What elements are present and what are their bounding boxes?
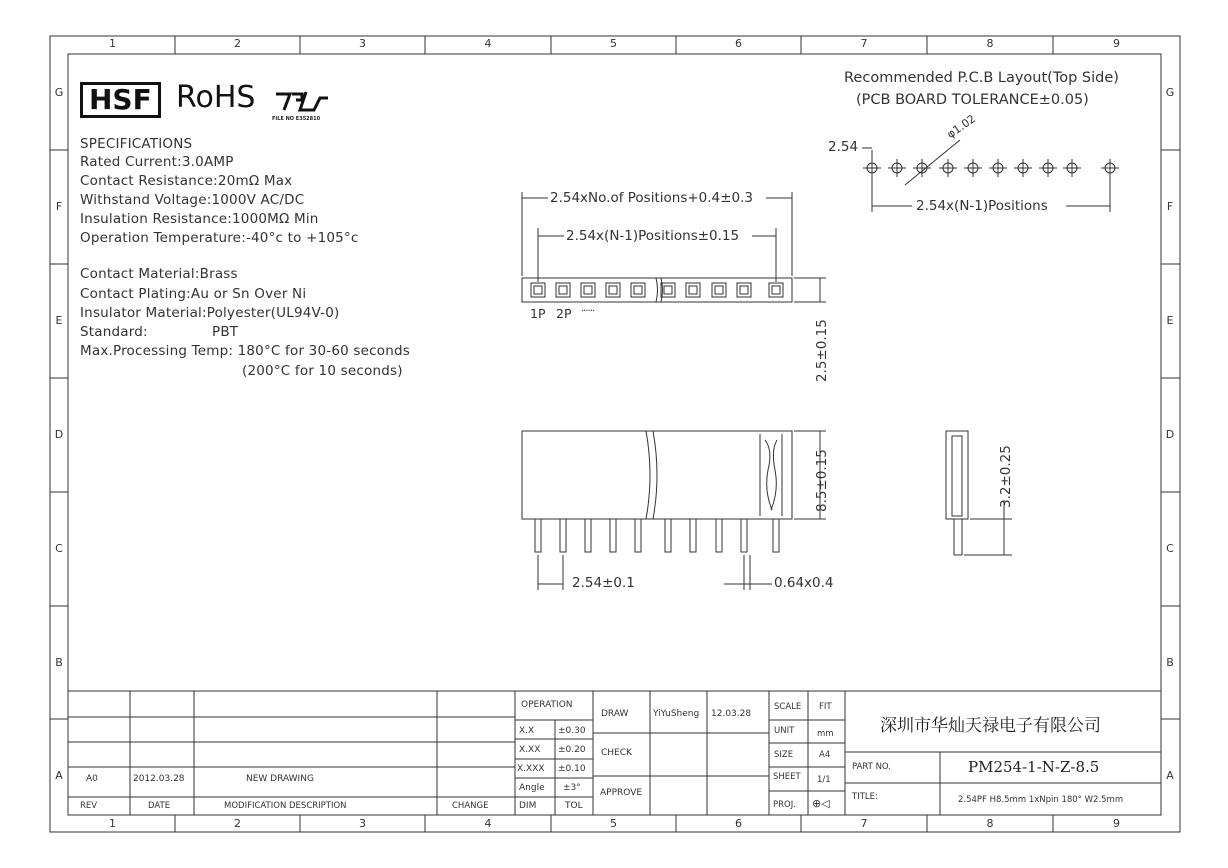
zone-col-4-top: 4 bbox=[484, 37, 492, 50]
scale-value: FIT bbox=[819, 702, 832, 712]
dim-pin1-label: 1P bbox=[530, 306, 546, 321]
dim-height: 8.5±0.15 bbox=[814, 449, 830, 512]
header-rev: REV bbox=[80, 801, 98, 811]
spec-rated-current: Rated Current:3.0AMP bbox=[80, 154, 234, 170]
zone-col-6-top: 6 bbox=[735, 37, 742, 50]
zone-row-D-left: D bbox=[54, 428, 64, 441]
zone-col-2-top: 2 bbox=[234, 37, 241, 50]
dim-overall-length: 2.54xNo.of Positions+0.4±0.3 bbox=[550, 190, 753, 206]
part-no-label: PART NO. bbox=[852, 762, 891, 772]
zone-row-B-right: B bbox=[1166, 655, 1174, 669]
unit-value: mm bbox=[817, 729, 834, 739]
projection-icon: ⊕◁ bbox=[812, 797, 830, 810]
zone-row-G-right: G bbox=[1165, 86, 1175, 99]
dim-pitch: 2.54±0.1 bbox=[572, 575, 635, 591]
zone-col-1-top: 1 bbox=[109, 37, 116, 50]
tol-dim-1: X.XX bbox=[519, 745, 541, 755]
draw-label: DRAW bbox=[601, 709, 629, 719]
size-label: SIZE bbox=[774, 750, 794, 760]
spec-contact-material: Contact Material:Brass bbox=[80, 266, 238, 282]
dim-pin2-label: 2P bbox=[556, 306, 572, 321]
sheet-value: 1/1 bbox=[817, 775, 831, 785]
dim-side-height: 3.2±0.25 bbox=[998, 445, 1014, 508]
rev-value: A0 bbox=[86, 774, 98, 784]
spec-withstand-voltage: Withstand Voltage:1000V AC/DC bbox=[80, 192, 305, 208]
tol-value-2: ±0.10 bbox=[558, 764, 586, 774]
part-number: PM254-1-N-Z-8.5 bbox=[968, 758, 1100, 776]
zone-row-B-left: B bbox=[55, 655, 63, 669]
zone-col-3-bottom: 3 bbox=[359, 817, 366, 830]
dim-label: DIM bbox=[519, 801, 537, 811]
check-label: CHECK bbox=[601, 748, 632, 758]
tol-label: TOL bbox=[565, 801, 583, 811]
zone-col-7-top: 7 bbox=[860, 37, 868, 50]
tol-dim-2: X.XXX bbox=[517, 764, 545, 774]
spec-processing-temp: Max.Processing Temp: 180°C for 30-60 seconds bbox=[80, 343, 410, 359]
size-value: A4 bbox=[819, 750, 831, 760]
zone-row-E-right: E bbox=[1166, 314, 1174, 327]
spec-insulator-material: Insulator Material:Polyester(UL94V-0) bbox=[80, 305, 340, 321]
spec-standard-label: Standard: bbox=[80, 324, 148, 340]
spec-operation-temperature: Operation Temperature:-40°c to +105°c bbox=[80, 230, 359, 246]
zone-col-7-bottom: 7 bbox=[860, 817, 868, 830]
tol-value-1: ±0.20 bbox=[558, 745, 586, 755]
zone-col-5-bottom: 5 bbox=[610, 817, 617, 830]
spec-standard-value: PBT bbox=[212, 324, 239, 340]
zone-row-G-left: G bbox=[54, 86, 64, 99]
spec-contact-resistance: Contact Resistance:20mΩ Max bbox=[80, 173, 293, 189]
operation-label: OPERATION bbox=[521, 700, 573, 710]
approve-label: APPROVE bbox=[600, 788, 643, 798]
tol-value-3: ±3° bbox=[563, 783, 581, 793]
pcb-tolerance: (PCB BOARD TOLERANCE±0.05) bbox=[856, 92, 1089, 108]
dim-pin-size: 0.64x0.4 bbox=[774, 575, 834, 591]
rev-description: NEW DRAWING bbox=[246, 774, 314, 784]
zone-col-9-bottom: 9 bbox=[1113, 817, 1120, 830]
zone-col-4-bottom: 4 bbox=[484, 817, 492, 830]
zone-row-A-left: A bbox=[55, 768, 63, 782]
ul-logo-icon bbox=[276, 92, 328, 110]
zone-col-2-bottom: 2 bbox=[234, 817, 241, 830]
company-name: 深圳市华灿天禄电子有限公司 bbox=[880, 716, 1101, 736]
unit-label: UNIT bbox=[774, 726, 795, 736]
scale-label: SCALE bbox=[774, 702, 802, 712]
ul-file-number: FILE NO E352810 bbox=[272, 116, 321, 122]
tol-value-0: ±0.30 bbox=[558, 726, 586, 736]
top-view bbox=[522, 192, 826, 302]
zone-col-5-top: 5 bbox=[610, 37, 617, 50]
pcb-span-label: 2.54x(N-1)Positions bbox=[916, 198, 1048, 214]
zone-col-8-bottom: 8 bbox=[986, 817, 994, 830]
pcb-layout-title: Recommended P.C.B Layout(Top Side) bbox=[844, 70, 1119, 86]
dim-pin-span: 2.54x(N-1)Positions±0.15 bbox=[566, 228, 740, 244]
spec-processing-temp-alt: (200°C for 10 seconds) bbox=[242, 363, 403, 379]
title-label: TITLE: bbox=[852, 792, 878, 802]
zone-row-D-right: D bbox=[1165, 428, 1175, 441]
sheet-label: SHEET bbox=[773, 772, 801, 782]
header-description: MODIFICATION DESCRIPTION bbox=[224, 801, 347, 811]
zone-row-C-left: C bbox=[55, 542, 63, 555]
tol-dim-3: Angle bbox=[519, 783, 545, 793]
pcb-pitch-label: 2.54 bbox=[828, 139, 859, 155]
zone-row-C-right: C bbox=[1166, 542, 1174, 555]
rev-date: 2012.03.28 bbox=[133, 774, 185, 784]
zone-col-6-bottom: 6 bbox=[735, 817, 742, 830]
header-change: CHANGE bbox=[452, 801, 489, 811]
hsf-logo: HSF bbox=[80, 82, 161, 118]
tol-dim-0: X.X bbox=[519, 726, 535, 736]
zone-row-E-left: E bbox=[55, 314, 63, 327]
zone-row-F-right: F bbox=[1166, 200, 1174, 213]
spec-heading: SPECIFICATIONS bbox=[80, 136, 193, 152]
zone-col-9-top: 9 bbox=[1113, 37, 1120, 50]
dim-width: 2.5±0.15 bbox=[814, 319, 830, 382]
spec-insulation-resistance: Insulation Resistance:1000MΩ Min bbox=[80, 211, 319, 227]
drawer-name: YiYuSheng bbox=[653, 709, 700, 719]
zone-row-A-right: A bbox=[1166, 768, 1174, 782]
dim-pin-continuation: ······ bbox=[581, 306, 595, 317]
proj-label: PROJ. bbox=[773, 800, 796, 810]
drawing-title: 2.54PF H8.5mm 1xNpin 180° W2.5mm bbox=[958, 795, 1124, 805]
header-date: DATE bbox=[148, 801, 171, 811]
zone-col-8-top: 8 bbox=[986, 37, 994, 50]
draw-date: 12.03.28 bbox=[711, 709, 752, 719]
front-view bbox=[522, 431, 826, 590]
zone-col-3-top: 3 bbox=[359, 37, 366, 50]
spec-contact-plating: Contact Plating:Au or Sn Over Ni bbox=[80, 286, 307, 302]
zone-col-1-bottom: 1 bbox=[109, 817, 116, 830]
zone-row-F-left: F bbox=[55, 200, 63, 213]
rohs-logo: RoHS bbox=[176, 80, 256, 115]
pcb-hole-diameter: φ1.02 bbox=[944, 112, 979, 141]
